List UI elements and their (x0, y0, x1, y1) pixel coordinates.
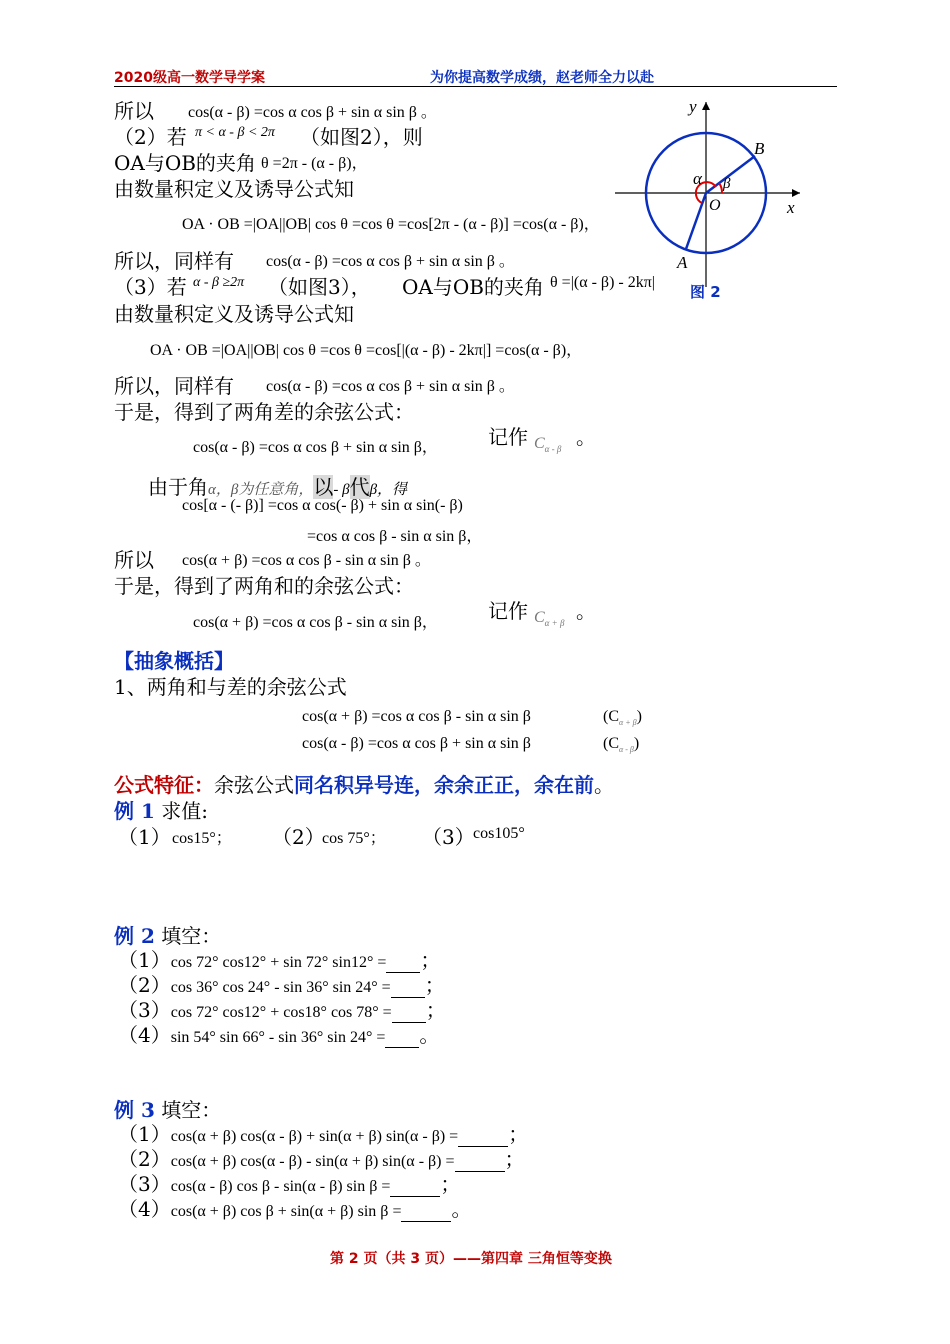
text-since-angles: 由于角α，β为任意角，以- β代β，得 (148, 475, 408, 499)
header-right: 为你提高数学成绩，赵老师全力以赴 (430, 70, 654, 86)
ray-oa (686, 193, 706, 249)
text-case-2: （2）若 (114, 125, 187, 149)
unit-circle-figure (605, 92, 810, 302)
formula-substitute-1: cos[α - (- β)] =cos α cos(- β) + sin α sin(- β) (182, 497, 463, 514)
summary-formula-sum: cos(α + β) =cos α cos β - sin α sin β (302, 708, 531, 725)
formula-dot-3: OA · OB =|OA||OB| cos θ =cos θ =cos[|(α - β) - 2kπ|] =cos(α - β)， (150, 342, 583, 359)
formula-sum-result: cos(α + β) =cos α cos β - sin α sin β 。 (182, 552, 431, 569)
example-2-item: （3）cos 72° cos12° + cos18° cos 78° = ； (118, 998, 446, 1022)
text-diff-formula-intro: 于是，得到了两角差的余弦公式： (114, 400, 414, 424)
text-suoyi-1: 所以 (114, 99, 154, 123)
text-case-3b: （如图3）， (268, 275, 371, 299)
text-angle-3: OA与OB的夹角 (402, 275, 544, 299)
ray-ob (706, 156, 755, 193)
point-b-label: B (754, 139, 765, 158)
text-sum-formula-intro: 于是，得到了两角和的余弦公式： (114, 574, 414, 598)
text-denote-1: 记作 (488, 425, 528, 449)
origin-label: O (709, 197, 721, 214)
example-3-item: （3）cos(α - β) cos β - sin(α - β) sin β = ； (118, 1172, 461, 1196)
text-period-1: 。 (576, 425, 596, 449)
example-2-item: （4）sin 54° sin 66° - sin 36° sin 24° = 。 (118, 1023, 440, 1047)
formula-theta-3: θ =|(α - β) - 2kπ| (550, 274, 656, 291)
formula-substitute-2: =cos α cos β - sin α sin β， (307, 528, 483, 545)
example-2-list (118, 944, 446, 1047)
example-2-heading: 例 2 填空： (114, 924, 222, 948)
point-a-label: A (677, 253, 688, 272)
text-period-2: 。 (576, 599, 596, 623)
example-1-q1-formula: cos15°； (172, 830, 232, 847)
abstract-item-1: 1、两角和与差的余弦公式 (114, 675, 347, 699)
formula-diff: cos(α - β) =cos α cos β + sin α sin β， (193, 439, 438, 456)
text-same-1: 所以，同样有 (114, 249, 234, 273)
header-rule (114, 86, 837, 87)
formula-result-3: cos(α - β) =cos α cos β + sin α sin β 。 (266, 378, 515, 395)
formula-case-2: π < α - β < 2π (195, 125, 275, 140)
example-3-item: （4）cos(α + β) cos β + sin(α + β) sin β = 。 (118, 1197, 472, 1221)
figure-caption: 图 2 (690, 283, 721, 301)
answer-blank[interactable] (401, 1203, 451, 1222)
example-3-list (118, 1118, 529, 1221)
formula-theta-2: θ =2π - (α - β)， (261, 155, 368, 172)
summary-formula-diff: cos(α - β) =cos α cos β + sin α sin β (302, 735, 531, 752)
example-1-q2: （2） (272, 825, 325, 849)
abstract-title: 【抽象概括】 (114, 649, 234, 673)
text-dot-def-2: 由数量积定义及诱导公式知 (114, 302, 354, 326)
example-3-item: （1）cos(α + β) cos(α - β) + sin(α + β) sin(α - β) = ； (118, 1122, 529, 1146)
text-angle-2: OA与OB的夹角 (114, 151, 256, 175)
beta-arc (719, 183, 722, 193)
formula-result-2: cos(α - β) =cos α cos β + sin α sin β 。 (266, 253, 515, 270)
text-suoyi-2: 所以 (114, 548, 154, 572)
answer-blank[interactable] (455, 1153, 505, 1172)
example-1-q2-formula: cos 75°； (322, 830, 386, 847)
example-1-q3: （3） (422, 825, 475, 849)
formula-case-3: α - β ≥2π (193, 275, 245, 290)
formula-dot-2: OA · OB =|OA||OB| cos θ =cos θ =cos[2π - (α - β)] =cos(α - β)， (182, 216, 600, 233)
x-label: x (787, 198, 795, 217)
text-denote-2: 记作 (488, 599, 528, 623)
footer: 第 2 页（共 3 页）——第四章 三角恒等变换 (330, 1251, 612, 1267)
text-case-3: （3）若 (114, 275, 187, 299)
text-dot-def-1: 由数量积定义及诱导公式知 (114, 177, 354, 201)
alpha-label: α (693, 169, 702, 188)
beta-label: β (723, 176, 731, 192)
formula-1: cos(α - β) =cos α cos β + sin α sin β 。 (188, 104, 437, 121)
formula-features: 公式特征：余弦公式同名积异号连，余余正正，余在前。 (114, 773, 614, 797)
label-c-sum: $C_{\alpha + \beta}$ (534, 609, 565, 629)
summary-tag-diff: $(C_{\alpha - \beta})$ (603, 735, 640, 755)
example-1-q3-formula: cos105° (473, 825, 525, 842)
example-1-heading: 例 1 求值: (114, 799, 208, 823)
text-case-2b: （如图2），则 (300, 125, 423, 149)
y-label: y (689, 97, 697, 116)
formula-sum: cos(α + β) =cos α cos β - sin α sin β， (193, 614, 438, 631)
example-3-heading: 例 3 填空： (114, 1098, 222, 1122)
example-2-item: （1）cos 72° cos12° + sin 72° sin12° = ； (118, 948, 441, 972)
summary-tag-sum: $(C_{\alpha + \beta})$ (603, 708, 642, 728)
example-1-q1: （1） (118, 825, 171, 849)
text-same-2: 所以，同样有 (114, 374, 234, 398)
x-arrow-icon (792, 189, 800, 197)
example-3-item: （2）cos(α + β) cos(α - β) - sin(α + β) sin(α - β) = ； (118, 1147, 525, 1171)
answer-blank[interactable] (385, 1029, 419, 1048)
header-left: 2020级高一数学导学案 (114, 70, 265, 86)
y-arrow-icon (702, 102, 710, 110)
label-c-diff: $C_{\alpha - \beta}$ (534, 435, 562, 455)
example-2-item: （2）cos 36° cos 24° - sin 36° sin 24° = ； (118, 973, 445, 997)
